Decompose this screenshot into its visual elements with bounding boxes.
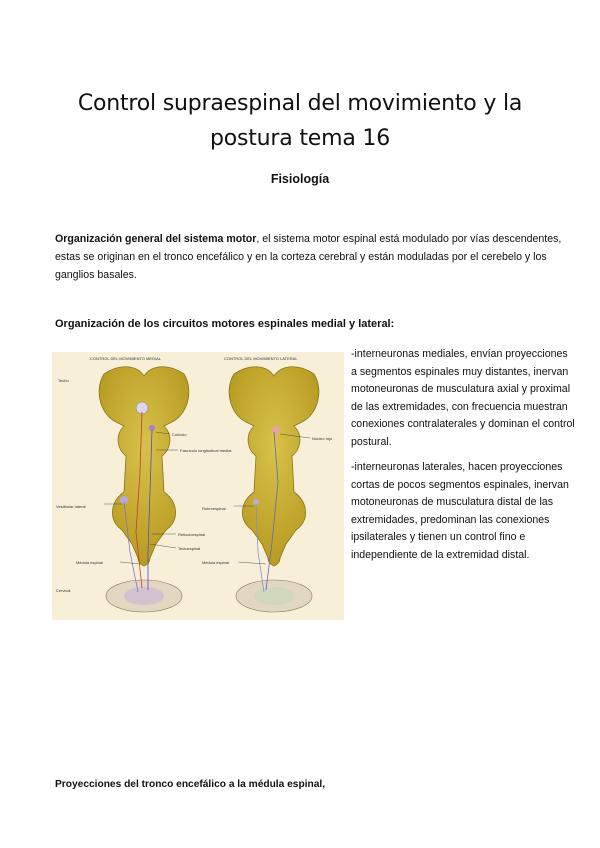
right-brainstem [229,367,319,612]
figure-right-caption: CONTROL DEL MOVIMIENTO LATERAL [224,356,298,361]
bullet-lateral: -interneuronas laterales, hacen proyecciones cortas de pocos segmentos espinales, inervan motoneuronas de musculatura distal de las extremidades, predominan las conexiones ipsilaterales y tienen un control fino e independiente de la extremidad distal. [351,461,569,561]
title-line-2: postura tema 16 [209,126,391,151]
label-flm: Fascículo longitudinal medial [180,448,232,453]
label-coliculo: Colículo [172,432,187,437]
brainstem-illustration [52,352,344,620]
intro-bold-term: Organización general del sistema motor [55,233,257,245]
brainstem-figure [52,352,344,620]
title-line-1: Control supraespinal del movimiento y la [77,91,523,116]
document-title [60,86,540,156]
label-reticuloespinal: Reticuloespinal [178,532,206,537]
bullet-column [351,346,576,572]
section-heading: Organización de los circuitos motores espinales medial y lateral: [55,318,395,330]
bullet-medial: -interneuronas mediales, envían proyecciones a segmentos espinales muy distantes, inervan motoneuronas de musculatura axial y proximal de las extremidades, con frecuencia muestran conexiones contralaterales y dominan el control postural. [351,348,575,448]
intro-paragraph [55,230,565,284]
label-rubroespinal: Rubroespinal [202,506,226,511]
document-subtitle: Fisiología [270,172,330,186]
label-cervical: Cervical [56,588,71,593]
label-tectoespinal: Tectoespinal [178,546,201,551]
label-medula-right: Médula espinal [202,560,229,565]
label-techo: Techo [58,378,69,383]
label-medula-left: Médula espinal [76,560,103,565]
intro-text: , el sistema motor espinal está modulado por vías descendentes, estas se originan en el tronco encefálico y en la corteza cerebral y están moduladas por el cerebelo y los ganglios basales. [55,233,562,281]
left-brainstem [99,367,189,612]
bottom-heading: Proyecciones del tronco encefálico a la médula espinal, [55,779,326,790]
label-vestibular: Vestibular lateral [56,504,86,509]
label-nucleo-rojo: Núcleo rojo [312,436,333,441]
figure-left-caption: CONTROL DEL MOVIMIENTO MEDIAL [90,356,161,361]
